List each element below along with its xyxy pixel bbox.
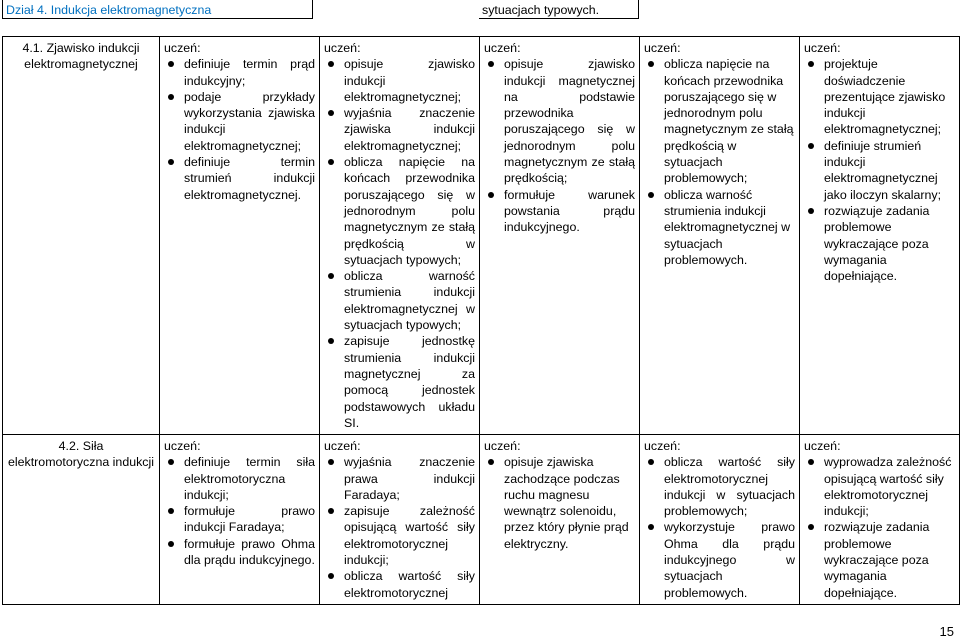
cell-label: uczeń:	[324, 41, 361, 55]
table-row	[3, 37, 960, 435]
cell-label: uczeń:	[804, 41, 841, 55]
list-item: oblicza wartość siły elektromotorycznej indukcji w sytuacjach problemowych;	[644, 454, 795, 519]
requirement-cell	[480, 37, 640, 435]
requirement-list	[644, 454, 795, 601]
cell-label: uczeń:	[324, 439, 361, 453]
list-item: oblicza warność strumienia indukcji elektromagnetycznej w sytuacjach problemowych.	[644, 187, 795, 268]
list-item: rozwiązuje zadania problemowe wykraczające poza wymagania dopełniające.	[804, 519, 955, 600]
list-item: formułuje prawo indukcji Faradaya;	[164, 503, 315, 536]
requirement-cell	[640, 435, 800, 605]
cell-label: uczeń:	[644, 439, 681, 453]
list-item: oblicza napięcie na końcach przewodnika poruszającego się w jednorodnym polu magnetycznym ze stałą prędkością w sytuacjach problemowych;	[644, 56, 795, 186]
requirement-list	[324, 56, 475, 431]
list-item: wyprowadza zależność opisującą wartość siły elektromotorycznej indukcji;	[804, 454, 955, 519]
requirement-cell	[160, 37, 320, 435]
list-item: definiuje strumień indukcji elektromagnetycznej jako iloczyn skalarny;	[804, 138, 955, 203]
requirement-list	[804, 56, 955, 284]
list-item: opisuje zjawisko indukcji elektromagnetycznej;	[324, 56, 475, 105]
requirement-list	[164, 454, 315, 568]
list-item: definiuje termin prąd indukcyjny;	[164, 56, 315, 89]
list-item: oblicza napięcie na końcach przewodnika poruszającego się w jednorodnym polu magnetycznym ze stałą prędkością w sytuacjach typowych;	[324, 154, 475, 268]
cell-label: uczeń:	[164, 41, 201, 55]
topic-cell	[3, 37, 160, 435]
list-item: opisuje zjawiska zachodzące podczas ruchu magnesu wewnątrz solenoidu, przez który płynie prąd elektryczny.	[484, 454, 635, 552]
cell-label: uczeń:	[484, 439, 521, 453]
requirement-list	[804, 454, 955, 601]
list-item: wyjaśnia znaczenie prawa indukcji Faradaya;	[324, 454, 475, 503]
requirement-list	[164, 56, 315, 203]
list-item: oblicza wartość siły elektromotorycznej	[324, 568, 475, 601]
cell-label: uczeń:	[484, 41, 521, 55]
requirement-cell	[800, 435, 960, 605]
topic-cell	[3, 435, 160, 605]
table-row	[3, 435, 960, 605]
requirement-cell	[640, 37, 800, 435]
requirement-list	[484, 56, 635, 235]
list-item: projektuje doświadczenie prezentujące zjawisko indukcji elektromagnetycznej;	[804, 56, 955, 137]
requirement-cell	[480, 435, 640, 605]
list-item: definiuje termin strumień indukcji elektromagnetycznej.	[164, 154, 315, 203]
list-item: rozwiązuje zadania problemowe wykraczające poza wymagania dopełniające.	[804, 203, 955, 284]
requirement-list	[324, 454, 475, 601]
section-title: Dział 4. Indukcja elektromagnetyczna	[6, 3, 212, 17]
topic-title: 4.1. Zjawisko indukcji elektromagnetycznej	[22, 41, 140, 72]
list-item: zapisuje jednostkę strumienia indukcji magnetycznej za pomocą jednostek podstawowych układu SI.	[324, 333, 475, 431]
requirement-cell	[320, 435, 480, 605]
list-item: opisuje zjawisko indukcji magnetycznej na podstawie przewodnika poruszającego się w jednorodnym polu magnetycznym ze stałą prędkością;	[484, 56, 635, 186]
requirement-cell	[320, 37, 480, 435]
page-number: 15	[939, 623, 954, 639]
list-item: formułuje prawo Ohma dla prądu indukcyjnego.	[164, 536, 315, 569]
list-item: wykorzystuje prawo Ohma dla prądu indukcyjnego w sytuacjach problemowych.	[644, 519, 795, 600]
list-item: wyjaśnia znaczenie zjawiska indukcji elektromagnetycznej;	[324, 105, 475, 154]
list-item: definiuje termin siła elektromotoryczna indukcji;	[164, 454, 315, 503]
list-item: formułuje warunek powstania prądu indukcyjnego.	[484, 187, 635, 236]
cell-label: uczeń:	[644, 41, 681, 55]
list-item: zapisuje zależność opisującą wartość siły elektromotorycznej indukcji;	[324, 503, 475, 568]
requirement-list	[484, 454, 635, 552]
requirement-list	[644, 56, 795, 268]
list-item: oblicza warność strumienia indukcji elektromagnetycznej w sytuacjach typowych;	[324, 268, 475, 333]
carry-over-text: sytuacjach typowych.	[482, 3, 600, 17]
requirements-table	[2, 36, 960, 605]
list-item: podaje przykłady wykorzystania zjawiska indukcji elektromagnetycznej;	[164, 89, 315, 154]
requirement-cell	[160, 435, 320, 605]
requirement-cell	[800, 37, 960, 435]
cell-label: uczeń:	[804, 439, 841, 453]
topic-title: 4.2. Siła elektromotoryczna indukcji	[8, 439, 154, 470]
cell-label: uczeń:	[164, 439, 201, 453]
